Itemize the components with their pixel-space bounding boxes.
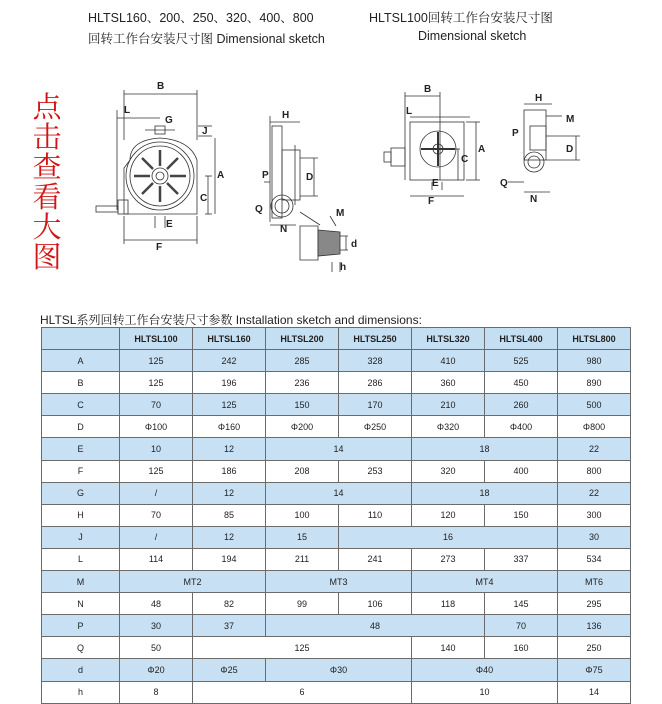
value-cell: 236 — [266, 372, 339, 394]
value-cell: 70 — [485, 615, 558, 637]
value-cell: 70 — [120, 394, 193, 416]
label-F: F — [156, 242, 163, 253]
value-cell: 125 — [120, 372, 193, 394]
table-row — [42, 593, 631, 615]
value-cell: MT3 — [266, 571, 412, 593]
value-cell: 125 — [193, 394, 266, 416]
row-label-cell: D — [42, 416, 120, 438]
value-cell: Φ250 — [339, 416, 412, 438]
row-label-cell: J — [42, 526, 120, 548]
table-row — [42, 681, 631, 703]
label-Q: Q — [255, 204, 263, 215]
label-L: L — [124, 105, 131, 116]
label-G: G — [165, 115, 173, 126]
value-cell: 500 — [558, 394, 631, 416]
row-label-cell: d — [42, 659, 120, 681]
row-label-cell: G — [42, 482, 120, 504]
value-cell: 14 — [266, 482, 412, 504]
value-cell: MT6 — [558, 571, 631, 593]
value-cell: 980 — [558, 350, 631, 372]
value-cell: 22 — [558, 482, 631, 504]
table-row — [42, 615, 631, 637]
value-cell: / — [120, 482, 193, 504]
value-cell: 100 — [266, 504, 339, 526]
value-cell: 14 — [266, 438, 412, 460]
value-cell: 30 — [558, 526, 631, 548]
value-cell: 30 — [120, 615, 193, 637]
table-row — [42, 548, 631, 570]
header-model-cell: HLTSL800 — [558, 328, 631, 350]
row-label-cell: H — [42, 504, 120, 526]
table-row — [42, 571, 631, 593]
header-model-cell: HLTSL100 — [120, 328, 193, 350]
value-cell: 525 — [485, 350, 558, 372]
value-cell: 16 — [339, 526, 558, 548]
value-cell: 800 — [558, 460, 631, 482]
row-label-cell: M — [42, 571, 120, 593]
label-D: D — [566, 144, 574, 155]
table-row — [42, 637, 631, 659]
value-cell: 400 — [485, 460, 558, 482]
value-cell: 211 — [266, 548, 339, 570]
value-cell: Φ400 — [485, 416, 558, 438]
value-cell: 99 — [266, 593, 339, 615]
front-view-labels — [124, 81, 224, 253]
dimensions-table — [41, 327, 631, 704]
value-cell: 328 — [339, 350, 412, 372]
label-C: C — [461, 154, 469, 165]
value-cell: 70 — [120, 504, 193, 526]
dimensional-sketch-drawings — [0, 0, 662, 300]
value-cell: 273 — [412, 548, 485, 570]
row-label-cell: A — [42, 350, 120, 372]
row-label-cell: h — [42, 681, 120, 703]
header-model-cell: HLTSL160 — [193, 328, 266, 350]
table-row — [42, 659, 631, 681]
label-h: h — [340, 262, 347, 273]
value-cell: 12 — [193, 526, 266, 548]
table-row — [42, 482, 631, 504]
side-view-labels — [255, 110, 313, 235]
value-cell: 160 — [485, 637, 558, 659]
value-cell: 18 — [412, 438, 558, 460]
value-cell: Φ160 — [193, 416, 266, 438]
value-cell: MT4 — [412, 571, 558, 593]
label-N: N — [530, 194, 538, 205]
row-label-cell: Q — [42, 637, 120, 659]
table-row — [42, 394, 631, 416]
label-P: P — [262, 170, 269, 181]
table-row — [42, 504, 631, 526]
value-cell: 15 — [266, 526, 339, 548]
row-label-cell: P — [42, 615, 120, 637]
header-model-cell: HLTSL200 — [266, 328, 339, 350]
value-cell: Φ800 — [558, 416, 631, 438]
table-row — [42, 372, 631, 394]
value-cell: 48 — [266, 615, 485, 637]
header-model-cell: HLTSL320 — [412, 328, 485, 350]
sketch-title-large-models: HLTSL160、200、250、320、400、800 — [88, 11, 314, 25]
link-char: 击 — [32, 120, 62, 154]
header-model-cell: HLTSL250 — [339, 328, 412, 350]
row-label-cell: E — [42, 438, 120, 460]
table-header-row — [42, 328, 631, 350]
table-row — [42, 350, 631, 372]
label-D: D — [306, 172, 314, 183]
value-cell: 125 — [120, 460, 193, 482]
label-H: H — [535, 93, 543, 104]
link-char: 查 — [32, 150, 62, 184]
header-corner-cell — [42, 328, 120, 350]
value-cell: 360 — [412, 372, 485, 394]
side-view-large — [264, 116, 320, 225]
value-cell: Φ25 — [193, 659, 266, 681]
header-model-cell: HLTSL400 — [485, 328, 558, 350]
value-cell: 450 — [485, 372, 558, 394]
value-cell: Φ30 — [266, 659, 412, 681]
value-cell: Φ40 — [412, 659, 558, 681]
value-cell: 48 — [120, 593, 193, 615]
value-cell: 12 — [193, 482, 266, 504]
label-M: M — [336, 208, 345, 219]
table-title: HLTSL系列回转工作台安装尺寸参数 Installation sketch and dimensions: — [40, 313, 422, 327]
value-cell: 260 — [485, 394, 558, 416]
value-cell: 286 — [339, 372, 412, 394]
value-cell: 12 — [193, 438, 266, 460]
value-cell: 285 — [266, 350, 339, 372]
value-cell: 8 — [120, 681, 193, 703]
front-view-large — [96, 90, 215, 244]
value-cell: 242 — [193, 350, 266, 372]
value-cell: 295 — [558, 593, 631, 615]
value-cell: 14 — [558, 681, 631, 703]
value-cell: 534 — [558, 548, 631, 570]
value-cell: 890 — [558, 372, 631, 394]
value-cell: 120 — [412, 504, 485, 526]
table-row — [42, 526, 631, 548]
value-cell: 50 — [120, 637, 193, 659]
sketch-subtitle-large-models: 回转工作台安装尺寸图 Dimensional sketch — [88, 32, 325, 46]
table-row — [42, 460, 631, 482]
label-E: E — [432, 178, 439, 189]
label-L: L — [406, 106, 413, 117]
value-cell: 82 — [193, 593, 266, 615]
sketch-title-hltsl100: HLTSL100回转工作台安装尺寸图 — [369, 11, 553, 25]
value-cell: 140 — [412, 637, 485, 659]
value-cell: 125 — [120, 350, 193, 372]
value-cell: 10 — [412, 681, 558, 703]
value-cell: 22 — [558, 438, 631, 460]
value-cell: 6 — [193, 681, 412, 703]
value-cell: 210 — [412, 394, 485, 416]
value-cell: 337 — [485, 548, 558, 570]
label-H: H — [282, 110, 290, 121]
value-cell: / — [120, 526, 193, 548]
link-char: 看 — [32, 180, 62, 214]
value-cell: 410 — [412, 350, 485, 372]
value-cell: Φ320 — [412, 416, 485, 438]
label-B: B — [424, 84, 432, 95]
label-C: C — [200, 193, 208, 204]
value-cell: 196 — [193, 372, 266, 394]
value-cell: 250 — [558, 637, 631, 659]
value-cell: 110 — [339, 504, 412, 526]
table-row — [42, 416, 631, 438]
value-cell: 150 — [485, 504, 558, 526]
value-cell: 186 — [193, 460, 266, 482]
row-label-cell: C — [42, 394, 120, 416]
label-M: M — [566, 114, 575, 125]
value-cell: 85 — [193, 504, 266, 526]
link-char: 图 — [32, 240, 62, 274]
value-cell: 10 — [120, 438, 193, 460]
label-A: A — [478, 144, 486, 155]
value-cell: Φ200 — [266, 416, 339, 438]
value-cell: 300 — [558, 504, 631, 526]
label-N: N — [280, 224, 288, 235]
value-cell: 194 — [193, 548, 266, 570]
label-E: E — [166, 219, 173, 230]
value-cell: 136 — [558, 615, 631, 637]
value-cell: 118 — [412, 593, 485, 615]
label-B: B — [157, 81, 165, 92]
value-cell: MT2 — [120, 571, 266, 593]
value-cell: 18 — [412, 482, 558, 504]
value-cell: 208 — [266, 460, 339, 482]
label-d: d — [351, 239, 358, 250]
row-label-cell: F — [42, 460, 120, 482]
value-cell: 106 — [339, 593, 412, 615]
label-J: J — [202, 126, 208, 137]
row-label-cell: L — [42, 548, 120, 570]
value-cell: 253 — [339, 460, 412, 482]
value-cell: Φ20 — [120, 659, 193, 681]
value-cell: 150 — [266, 394, 339, 416]
sketch-subtitle-hltsl100: Dimensional sketch — [418, 29, 527, 43]
link-char: 大 — [32, 210, 62, 244]
value-cell: 37 — [193, 615, 266, 637]
value-cell: 241 — [339, 548, 412, 570]
value-cell: Φ100 — [120, 416, 193, 438]
row-label-cell: B — [42, 372, 120, 394]
row-label-cell: N — [42, 593, 120, 615]
label-Q: Q — [500, 178, 508, 189]
link-char: 点 — [32, 90, 62, 124]
value-cell: 114 — [120, 548, 193, 570]
value-cell: 320 — [412, 460, 485, 482]
label-P: P — [512, 128, 519, 139]
label-F: F — [428, 196, 435, 207]
table-row — [42, 438, 631, 460]
label-A: A — [217, 170, 225, 181]
value-cell: 145 — [485, 593, 558, 615]
value-cell: 170 — [339, 394, 412, 416]
value-cell: Φ75 — [558, 659, 631, 681]
value-cell: 125 — [193, 637, 412, 659]
front-view-hltsl100-labels — [406, 84, 485, 207]
